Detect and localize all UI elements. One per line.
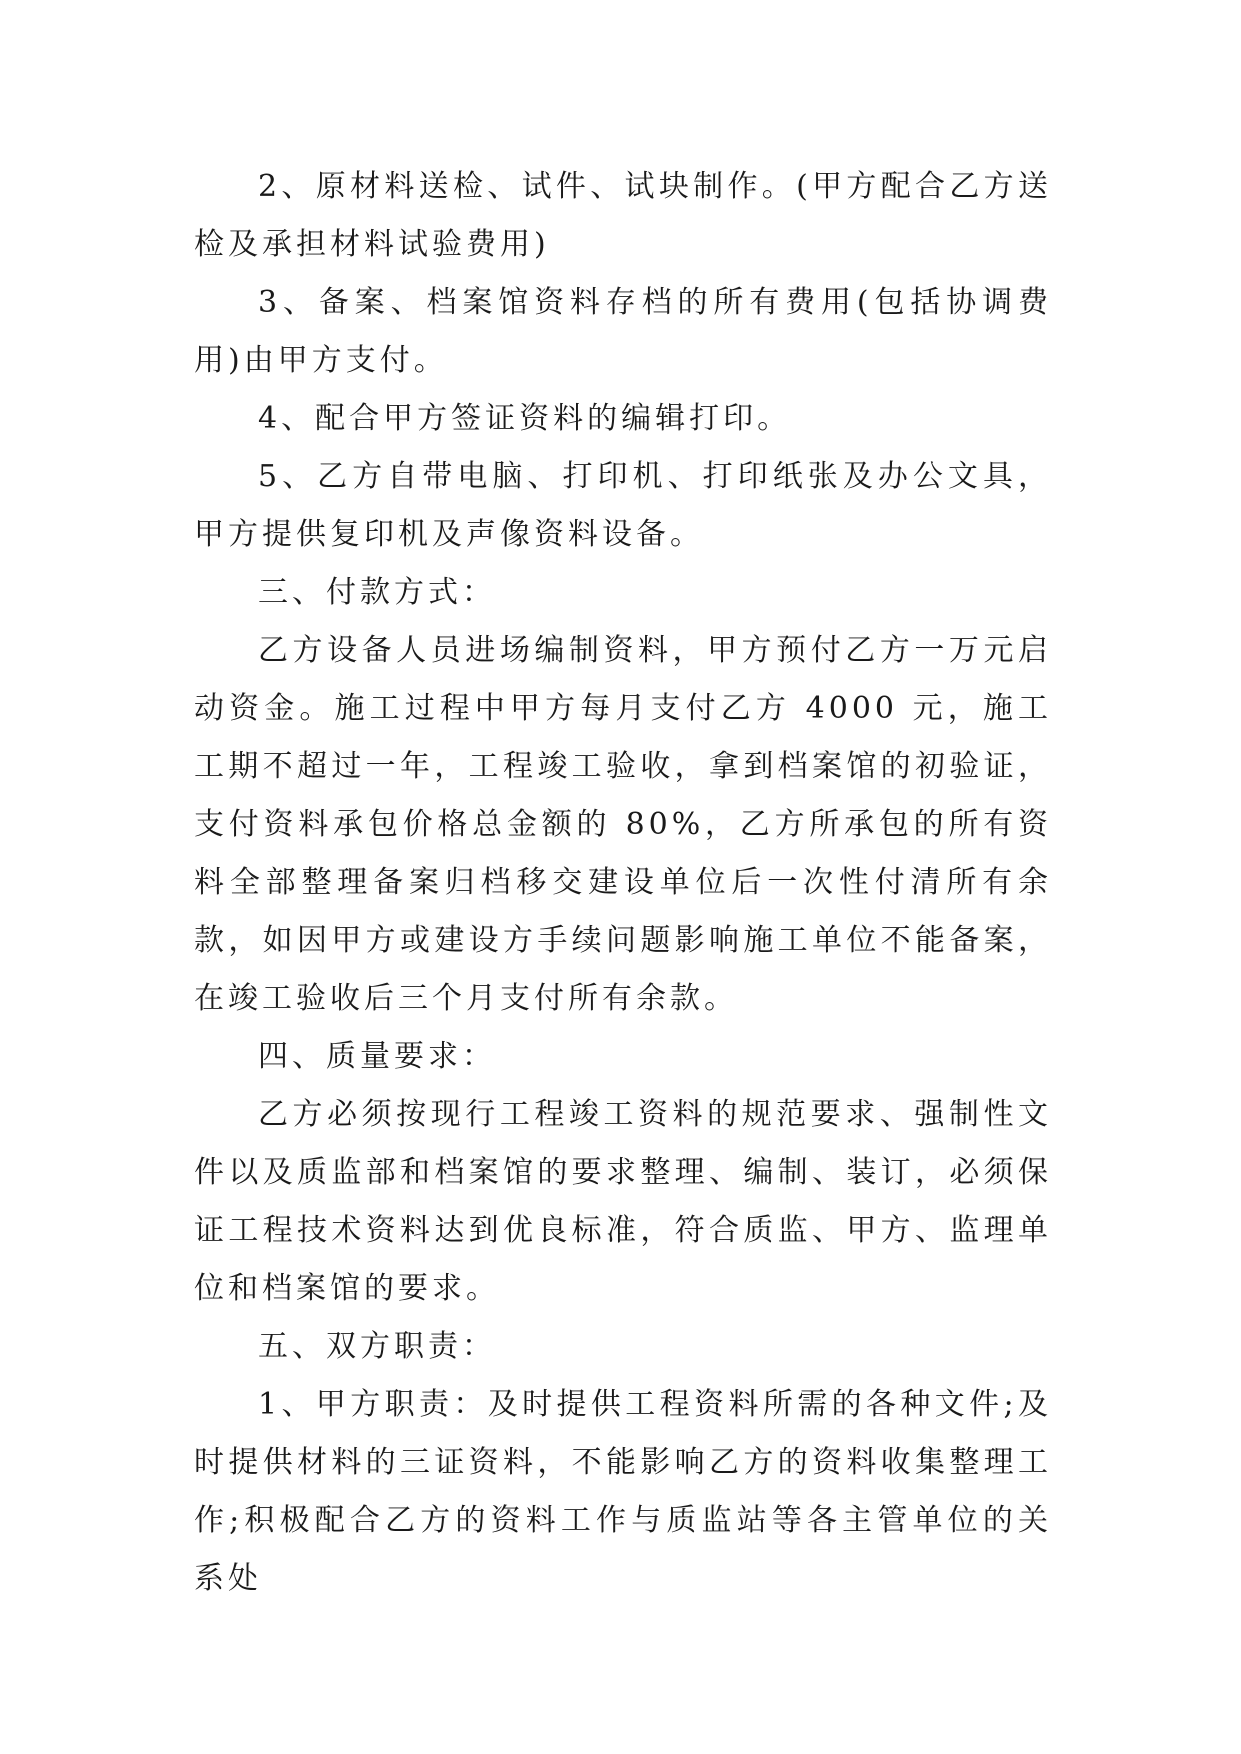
paragraph-item-3: 3、备案、档案馆资料存档的所有费用(包括协调费用)由甲方支付。 [194, 285, 1052, 378]
paragraph-payment: 乙方设备人员进场编制资料，甲方预付乙方一万元启动资金。施工过程中甲方每月支付乙方 4000 元，施工工期不超过一年，工程竣工验收，拿到档案馆的初验证，支付资料承包价格总金额的 80%，乙方所承包的所有资料全部整理备案归档移交建设单位后一次性付清所有余款，如因甲方或建设方手续问题影响施工单位不能备案，在竣工验收后三个月支付所有余款。 [194, 633, 1052, 1016]
section-heading-duties: 五、双方职责： [258, 1329, 496, 1364]
section-heading-quality: 四、质量要求： [258, 1039, 496, 1074]
paragraph-item-4: 4、配合甲方签证资料的编辑打印。 [258, 401, 792, 436]
paragraph-item-2: 2、原材料送检、试件、试块制作。(甲方配合乙方送检及承担材料试验费用) [194, 169, 1052, 262]
paragraph-duties-party-a: 1、甲方职责：及时提供工程资料所需的各种文件;及时提供材料的三证资料，不能影响乙方的资料收集整理工作;积极配合乙方的资料工作与质监站等各主管单位的关系处 [194, 1387, 1052, 1596]
paragraph-item-5: 5、乙方自带电脑、打印机、打印纸张及办公文具，甲方提供复印机及声像资料设备。 [194, 459, 1052, 552]
section-heading-payment: 三、付款方式： [258, 575, 496, 610]
document-page [194, 158, 1052, 1608]
paragraph-quality: 乙方必须按现行工程竣工资料的规范要求、强制性文件以及质监部和档案馆的要求整理、编制、装订，必须保证工程技术资料达到优良标准，符合质监、甲方、监理单位和档案馆的要求。 [194, 1097, 1052, 1306]
